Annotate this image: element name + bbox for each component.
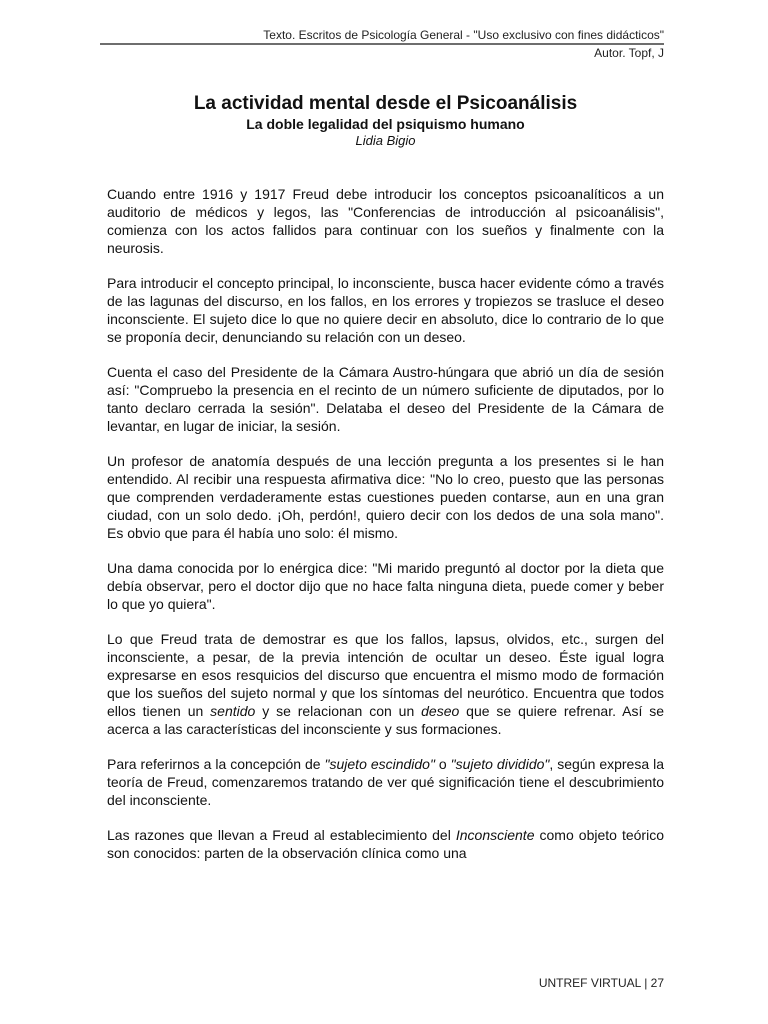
paragraph-8-text-c: como objeto teórico son conocidos: parten de la observación clínica como una — [107, 827, 664, 861]
document-author: Lidia Bigio — [355, 133, 416, 148]
paragraph-7-text-e: , según expresa la teoría de Freud, comenzaremos tratando de ver qué significación tiene el descubrimiento del inconsciente. — [107, 756, 664, 808]
emphasis-sujeto-escindido: "sujeto escindido" — [324, 756, 435, 772]
header-divider — [100, 43, 664, 45]
running-header: Texto. Escritos de Psicología General - "Uso exclusivo con fines didácticos" — [263, 28, 664, 42]
paragraph-8 — [107, 826, 664, 862]
paragraph-1: Cuando entre 1916 y 1917 Freud debe introducir los conceptos psicoanalíticos a un auditorio de médicos y legos, las "Conferencias de introducción al psicoanálisis", comienza con los actos fallidos para continuar con los sueños y finalmente con la neurosis. — [107, 186, 664, 256]
emphasis-sentido: sentido — [210, 703, 256, 719]
paragraph-6-text-c: y se relacionan con un — [255, 703, 422, 719]
paragraph-4: Un profesor de anatomía después de una lección pregunta a los presentes si le han entendido. Al recibir una respuesta afirmativa dice: "No lo creo, puesto que las personas que comprenden verdaderamente estas cuestiones pueden contarse, aun en una gran ciudad, con un solo dedo. ¡Oh, perdón!, quiero decir con los dedos de una sola mano". Es obvio que para él había uno solo: él mismo. — [107, 453, 664, 541]
paragraph-7-text-c: o — [434, 756, 451, 772]
paragraph-6-text-e: que se quiere refrenar. Así se acerca a las características del inconsciente y sus formaciones. — [107, 703, 664, 737]
emphasis-inconsciente: Inconsciente — [455, 827, 535, 843]
document-subtitle: La doble legalidad del psiquismo humano — [246, 116, 525, 132]
document-title: La actividad mental desde el Psicoanálisis — [193, 93, 578, 114]
paragraph-8-text-a: Las razones que llevan a Freud al establecimiento del — [107, 827, 456, 843]
paragraph-2: Para introducir el concepto principal, lo inconsciente, busca hacer evidente cómo a través de las lagunas del discurso, en los fallos, en los errores y tropiezos se trasluce el deseo inconsciente. El sujeto dice lo que no quiere decir en absoluto, dice lo contrario de lo que se proponía decir, denunciando su relación con un deseo. — [107, 275, 664, 345]
emphasis-deseo: deseo — [421, 703, 460, 719]
paragraph-5: Una dama conocida por lo enérgica dice: "Mi marido preguntó al doctor por la dieta que debía observar, pero el doctor dijo que no hace falta ninguna dieta, puede comer y beber lo que yo quiera". — [107, 560, 664, 612]
title-block — [107, 92, 664, 150]
paragraph-7 — [107, 755, 664, 809]
header-author: Autor. Topf, J — [594, 46, 664, 60]
paragraph-3: Cuenta el caso del Presidente de la Cámara Austro-húngara que abrió un día de sesión así: "Compruebo la presencia en el recinto de un número suficiente de diputados, por lo tanto declaro cerrada la sesión". Delataba el deseo del Presidente de la Cámara de levantar, en lugar de iniciar, la sesión. — [107, 364, 664, 434]
body-text — [107, 185, 664, 879]
paragraph-7-text-a: Para referirnos a la concepción de — [107, 756, 325, 772]
page-footer: UNTREF VIRTUAL | 27 — [538, 976, 664, 990]
paragraph-6 — [107, 630, 664, 738]
paragraph-6-text-a: Lo que Freud trata de demostrar es que los fallos, lapsus, olvidos, etc., surgen del inconsciente, a pesar, de la previa intención de ocultar un deseo. Éste igual logra expresarse en esos resquicios del discurso que encuentra el mismo modo de formación que los sueños del sujeto normal y que los síntomas del neurótico. Encuentra que todos ellos tienen un — [107, 631, 664, 719]
emphasis-sujeto-dividido: "sujeto dividido" — [450, 756, 550, 772]
